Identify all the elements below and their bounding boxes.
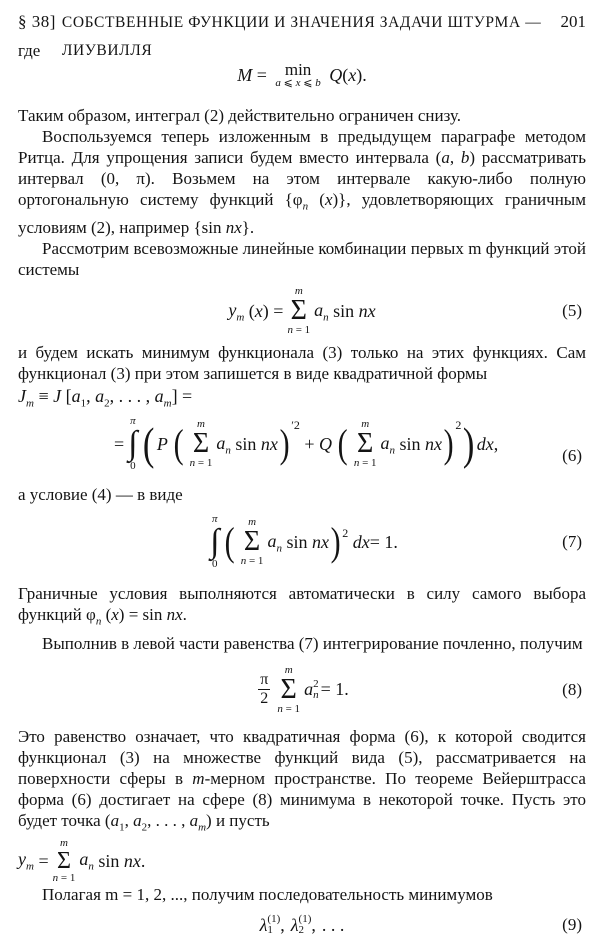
paragraph-ritz: Воспользуемся теперь изложенным в предыдущем параграфе методом Ритца. Для упрощения записи будем вместо интервала (a, b) рассматривать интервал (0, π). Возьмем на этом интервале какую-либо полную ортогональную систему функций {$\varphi_n$ (x)}, удовлетворяющих граничным условиям (2), например {sin nx}. <box>18 127 586 238</box>
paragraph-combinations: Рассмотрим всевозможные линейные комбинации первых m функций этой системы <box>18 239 586 280</box>
equation-min: M = min a ⩽ x ⩽ b Q ( x ). <box>237 60 367 89</box>
equation-5: $y_m$ ( x ) = m Σ n = 1 $a_n$ sin nx (5) <box>228 285 582 337</box>
equation-9: λ (1) 1 , λ (1) 2 , . . . (9) <box>259 913 582 937</box>
where-line: где <box>18 41 41 60</box>
equation-number-7: (7) <box>562 532 582 552</box>
page <box>18 8 586 945</box>
paragraph-integration: Выполнив в левой части равенства (7) интегрирование почленно, получим <box>42 633 583 653</box>
paragraph-boundary: Граничные условия выполняются автоматически в силу самого выбора функций $\varphi_n$ (x) = sin nx. <box>18 584 586 628</box>
equation-number-9: (9) <box>562 915 582 935</box>
equation-7: π ∫ 0 ( m Σ n = 1 $a_n$ sin nx ) $^2$ dx = 1. (7) <box>210 513 582 571</box>
paragraph-sequence: Полагая m = 1, 2, ..., получим последовательность минимумов <box>42 885 493 905</box>
equation-number-5: (5) <box>562 301 582 321</box>
equation-6: $J_m \equiv J$ [$a_1$, $a_2$, . . . , $a_m$] = = π ∫ 0 ( P ( m Σ n = 1 $a_n$ sin nx ) $^{'2}$ + Q ( m Σ n = 1 $a_n$ sin nx ) $^2$ ) dx , (6) <box>18 386 582 473</box>
equation-number-8: (8) <box>562 679 582 699</box>
paragraph-functional: и будем искать минимум функционала (3) только на этих функциях. Сам функционал (3) при этом запишется в виде квадратичной формы <box>18 343 586 384</box>
section-number: § 38] <box>18 12 56 31</box>
page-number: 201 <box>560 12 586 31</box>
paragraph-1: Таким образом, интеграл (2) действительно ограничен снизу. <box>18 106 462 125</box>
paragraph-sphere: Это равенство означает, что квадратичная форма (6), к которой сводится функционал (3) на множестве функций вида (5), рассматривается на поверхности сферы в m-мерном пространстве. По теореме Вейерштрасса форма (6) достигает на сфере (8) минимума в некоторой точке. Пусть это будет точка ($a_1$, $a_2$, . . . , $a_m$) и пусть <box>18 726 586 834</box>
running-title: СОБСТВЕННЫЕ ФУНКЦИИ И ЗНАЧЕНИЯ ЗАДАЧИ ШТУРМА — ЛИУВИЛЛЯ <box>61 14 542 59</box>
paragraph-condition: а условие (4) — в виде <box>18 485 183 505</box>
equation-number-6: (6) <box>562 446 582 466</box>
equation-ym: $y_m$ = m Σ n = 1 $a_n$ sin nx . <box>18 837 146 885</box>
equation-8: $\frac{\pi}{2}$ m Σ n = 1 a 2 n = 1. (8) <box>260 663 582 715</box>
